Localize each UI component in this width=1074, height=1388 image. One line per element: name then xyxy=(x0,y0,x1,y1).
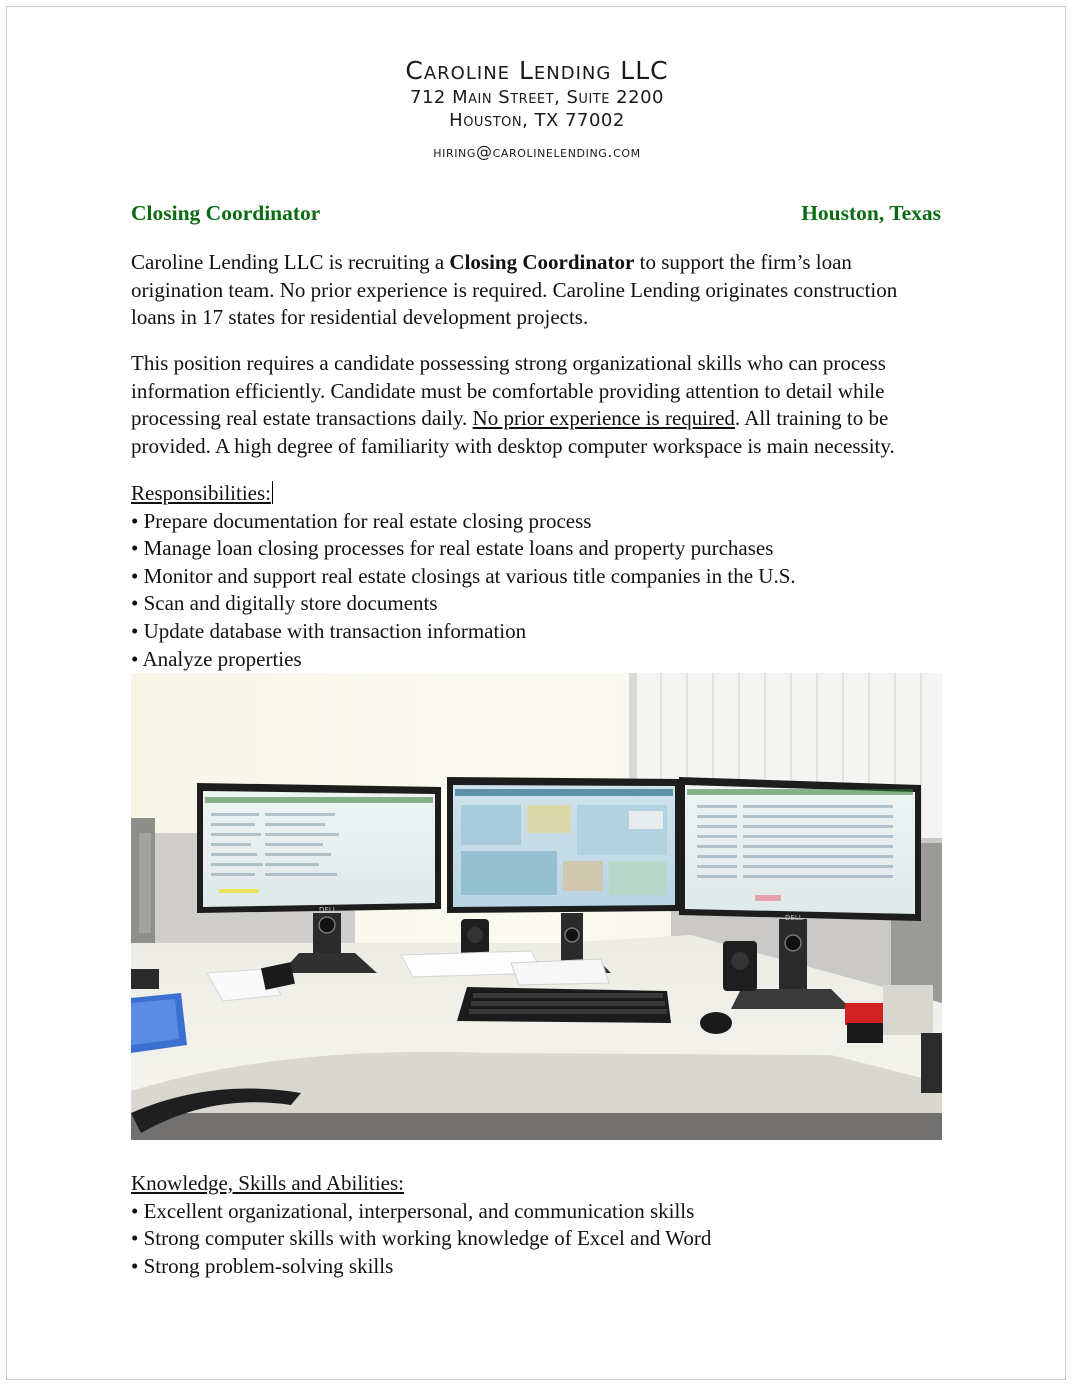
ksa-section xyxy=(131,1170,941,1280)
list-item: • Update database with transaction information xyxy=(131,618,527,643)
monitor-left-logo: DELL xyxy=(319,906,337,914)
list-item: • Strong computer skills with working knowledge of Excel and Word xyxy=(131,1226,712,1251)
list-item: • Monitor and support real estate closings at various title companies in the U.S. xyxy=(131,563,796,588)
monitor-right-logo: DELL xyxy=(785,914,803,922)
ksa-heading: Knowledge, Skills and Abilities: xyxy=(131,1171,404,1195)
intro-text-2: to support the firm’s loan origination team. No prior experience is required. Caroline Lending originates construction loans in 17 states for residential development projects. xyxy=(131,250,898,330)
requirements-text-2: . All training to be provided. A high degree of familiarity with desktop computer workspace is main necessity. xyxy=(131,406,895,458)
text-cursor xyxy=(272,481,273,504)
ksa-list xyxy=(131,1198,941,1281)
requirements-text-1: This position requires a candidate possessing strong organizational skills who can process information efficiently. Candidate must be comfortable providing attention to detail while processing real estate transactions daily. xyxy=(131,351,886,431)
contact-email: hiring@carolinelending.com xyxy=(433,142,641,161)
office-workstation-photo xyxy=(131,673,942,1140)
job-title-row xyxy=(131,200,941,230)
list-item: • Strong problem-solving skills xyxy=(131,1253,394,1278)
list-item: • Excellent organizational, interpersonal, and communication skills xyxy=(131,1198,695,1223)
list-item: • Analyze properties xyxy=(131,646,302,671)
letterhead xyxy=(0,56,1074,162)
job-location: Houston, Texas xyxy=(801,201,941,225)
address-line-2: Houston, TX 77002 xyxy=(449,110,625,131)
address-line-1: 712 Main Street, Suite 2200 xyxy=(410,87,664,108)
intro-paragraph xyxy=(131,249,941,332)
responsibilities-section xyxy=(131,480,941,673)
keyboard xyxy=(457,987,671,1023)
responsibilities-heading: Responsibilities: xyxy=(131,481,272,505)
mouse xyxy=(700,1012,732,1034)
requirements-underlined: No prior experience is required xyxy=(472,406,735,431)
list-item: • Manage loan closing processes for real estate loans and property purchases xyxy=(131,536,774,561)
job-title: Closing Coordinator xyxy=(131,201,321,225)
list-item: • Scan and digitally store documents xyxy=(131,591,438,616)
requirements-paragraph xyxy=(131,350,941,460)
intro-text-1: Caroline Lending LLC is recruiting a xyxy=(131,250,450,274)
company-name: Caroline Lending LLC xyxy=(405,56,669,85)
intro-bold-title: Closing Coordinator xyxy=(449,250,635,274)
responsibilities-list xyxy=(131,508,941,674)
list-item: • Prepare documentation for real estate closing process xyxy=(131,508,592,533)
